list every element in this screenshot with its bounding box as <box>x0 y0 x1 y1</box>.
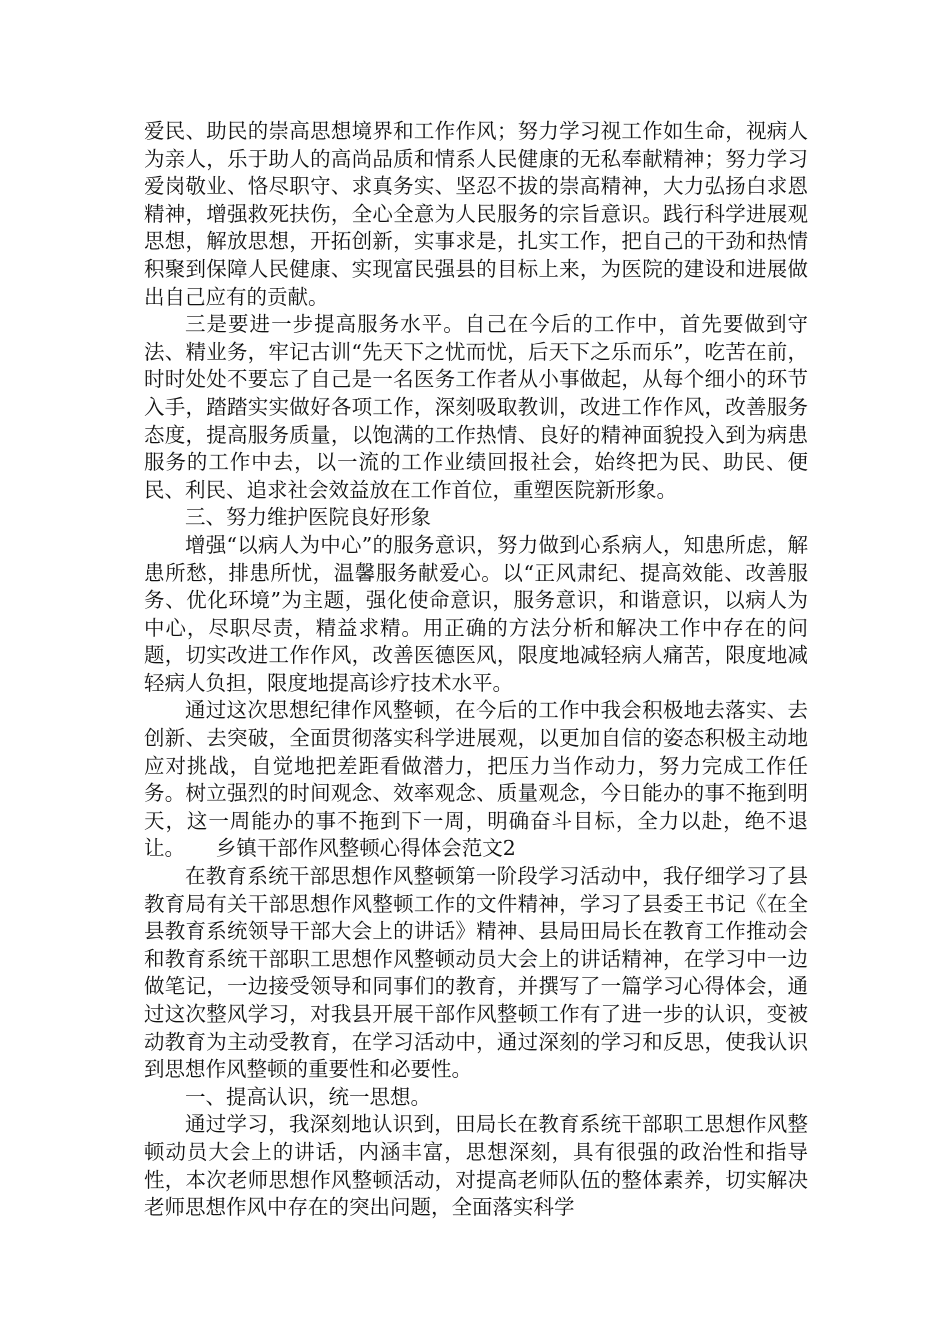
section-heading: 三、努力维护医院良好形象 <box>185 505 431 530</box>
paragraph: 在教育系统干部思想作风整顿第一阶段学习活动中，我仔细学习了县教育局有关干部思想作风整顿工作的文件精神，学习了县委王书记《在全县教育系统领导干部大会上的讲话》精神、县局田局长在教育工作推动会和教育系统干部职工思想作风整顿动员大会上的讲话精神，在学习中一边做笔记，一边接受领导和同事们的教育，并撰写了一篇学习心得体会，通过这次整风学习，对我县开展干部作风整顿工作有了进一步的认识，变被动教育为主动受教育，在学习活动中，通过深刻的学习和反思，使我认识到思想作风整顿的重要性和必要性。 <box>144 864 808 1082</box>
paragraph: 通过这次思想纪律作风整顿，在今后的工作中我会积极地去落实、去创新、去突破，全面贯彻落实科学进展观，以更加自信的姿态积极主动地应对挑战，自觉地把差距看做潜力，把压力当作动力，努力完成工作任务。树立强烈的时间观念、效率观念、质量观念，今日能办的事不拖到明天，这一周能办的事不拖到下一周，明确奋斗目标，全力以赴，绝不退让。 乡镇干部作风整顿心得体会范文2 <box>144 698 808 861</box>
section-heading: 一、提高认识，统一思想。 <box>185 1084 431 1109</box>
paragraph: 爱民、助民的崇高思想境界和工作作风；努力学习视工作如生命，视病人为亲人，乐于助人的高尚品质和情系人民健康的无私奉献精神；努力学习爱岗敬业、恪尽职守、求真务实、坚忍不拔的崇高精神，大力弘扬白求恩精神，增强救死扶伤，全心全意为人民服务的宗旨意识。践行科学进展观思想，解放思想，开拓创新，实事求是，扎实工作，把自己的干劲和热情积聚到保障人民健康、实现富民强县的目标上来，为医院的建设和进展做出自己应有的贡献。 <box>144 119 808 309</box>
paragraph: 通过学习，我深刻地认识到，田局长在教育系统干部职工思想作风整顿动员大会上的讲话，内涵丰富，思想深刻，具有很强的政治性和指导性，本次老师思想作风整顿活动，对提高老师队伍的整体素养，切实解决老师思想作风中存在的突出问题，全面落实科学 <box>144 1112 808 1220</box>
document-body <box>144 118 808 1222</box>
paragraph: 增强“以病人为中心”的服务意识，努力做到心系病人，知患所虑，解患所愁，排患所忧，温馨服务献爱心。以“正风肃纪、提高效能、改善服务、优化环境”为主题，强化使命意识，服务意识，和谐意识，以病人为中心，尽职尽责，精益求精。用正确的方法分析和解决工作中存在的问题，切实改进工作作风，改善医德医风，限度地减轻病人痛苦，限度地减轻病人负担，限度地提高诊疗技术水平。 <box>144 532 808 695</box>
paragraph: 三是要进一步提高服务水平。自己在今后的工作中，首先要做到守法、精业务，牢记古训“先天下之忧而忧，后天下之乐而乐”，吃苦在前，时时处处不要忘了自己是一名医务工作者从小事做起，从每个细小的环节入手，踏踏实实做好各项工作，深刻吸取教训，改进工作作风，改善服务态度，提高服务质量，以饱满的工作热情、良好的精神面貌投入到为病患服务的工作中去，以一流的工作业绩回报社会，始终把为民、助民、便民、利民、追求社会效益放在工作首位，重塑医院新形象。 <box>144 312 808 502</box>
